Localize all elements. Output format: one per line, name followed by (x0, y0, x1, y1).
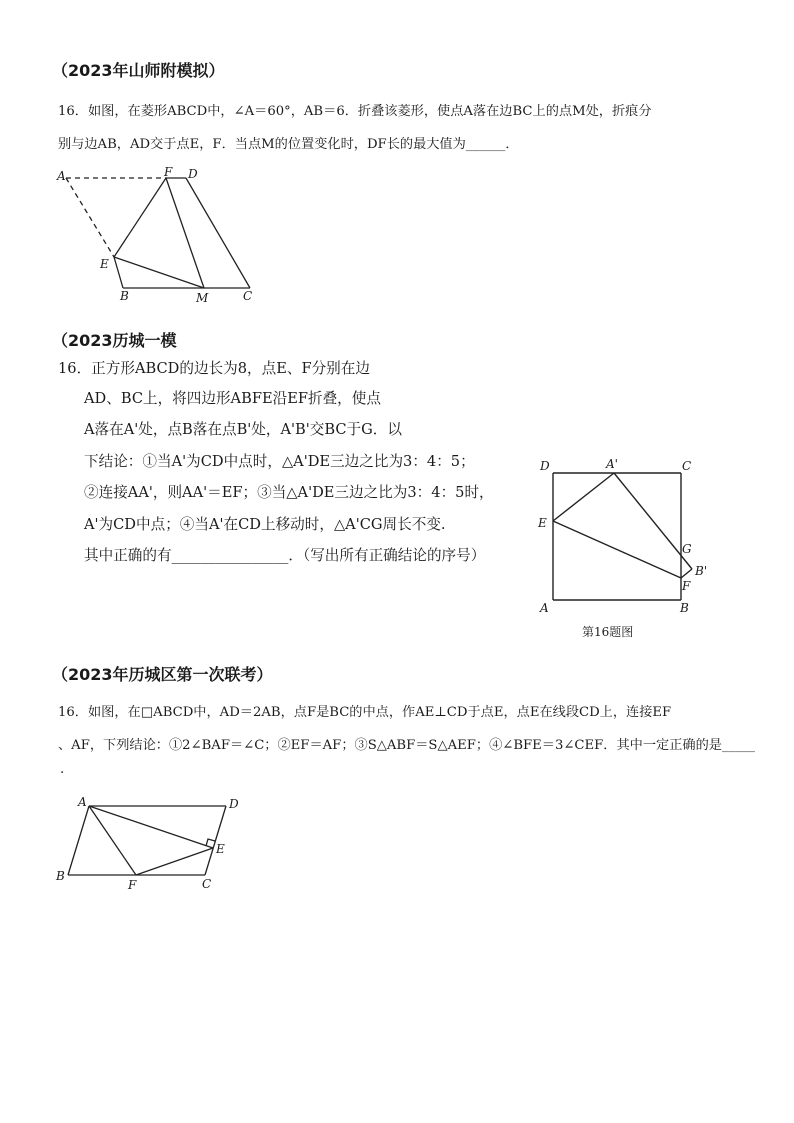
fig3-label-D: D (229, 797, 239, 811)
section-3-header: （2023年历城区第一次联考） (52, 665, 273, 684)
fig3-segment-FE (136, 848, 213, 875)
problem-1-line-2: 别与边AB，AD交于点E，F．当点M的位置变化时，DF长的最大值为______． (58, 137, 519, 152)
problem-1-line-1: 16．如图，在菱形ABCD中，∠A＝60°，AB＝6．折叠该菱形，使点A落在边BC上的点M处，折痕分 (58, 104, 652, 119)
fig3-segment-AB (68, 806, 89, 875)
fig3-label-B: B (56, 869, 65, 883)
section-1-header: （2023年山师附模拟） (52, 61, 225, 80)
fig1-label-A: A (57, 169, 66, 183)
problem-2-line-2: AD、BC上，将四边形ABFE沿EF折叠，使点 (84, 390, 381, 407)
fig1-label-F: F (164, 165, 173, 179)
fig1-label-D: D (188, 167, 198, 181)
fig3-label-E: E (216, 842, 225, 856)
problem-2-line-4: 下结论：①当A'为CD中点时，△A'DE三边之比为3：4：5； (84, 453, 475, 470)
fig1-label-M: M (196, 291, 209, 305)
fig3-segment-AF (89, 806, 136, 875)
problem-2-line-7: 其中正确的有________________．（写出所有正确结论的序号） (84, 547, 486, 564)
fig3-label-F: F (128, 878, 137, 892)
fig2-label-B: B (680, 601, 689, 615)
fig3-label-A: A (78, 795, 87, 809)
fig1-label-E: E (100, 257, 109, 271)
fig2-label-E: E (538, 516, 547, 530)
fig2-label-A: A (540, 601, 549, 615)
problem-3-line-3: . (60, 762, 65, 777)
fig3-label-C: C (202, 877, 212, 891)
fig2-caption: 第16题图 (582, 625, 634, 639)
problem-2-line-1: 16．正方形ABCD的边长为8，点E、F分别在边 (58, 360, 370, 377)
fig2-label-F: F (682, 579, 691, 593)
problem-2-line-5: ②连接AA'，则AA'＝EF；③当△A'DE三边之比为3：4：5时， (84, 484, 494, 501)
problem-3-line-2: 、AF，下列结论：①2∠BAF＝∠C；②EF＝AF；③S△ABF＝S△AEF；④∠BFE＝3∠CEF．其中一定正确的是_____ (58, 738, 755, 753)
fig2-label-A1: A' (606, 457, 618, 471)
fig2-label-B1: B' (695, 564, 708, 578)
fig1-label-C: C (243, 289, 253, 303)
fig2-label-D: D (540, 459, 550, 473)
fig2-label-G: G (682, 542, 692, 556)
problem-3-line-1: 16．如图，在□ABCD中，AD＝2AB，点F是BC的中点，作AE⊥CD于点E，点E在线段CD上，连接EF (58, 705, 672, 720)
fig3-segment-AE (89, 806, 213, 848)
fig1-label-B: B (120, 289, 129, 303)
problem-2-line-3: A落在A'处，点B落在点B'处，A'B'交BC于G．以 (84, 421, 402, 438)
problem-2-line-6: A'为CD中点；④当A'在CD上移动时，△A'CG周长不变. (84, 516, 446, 533)
section-2-header: （2023历城一模 (52, 331, 177, 350)
fig2-label-C: C (682, 459, 692, 473)
